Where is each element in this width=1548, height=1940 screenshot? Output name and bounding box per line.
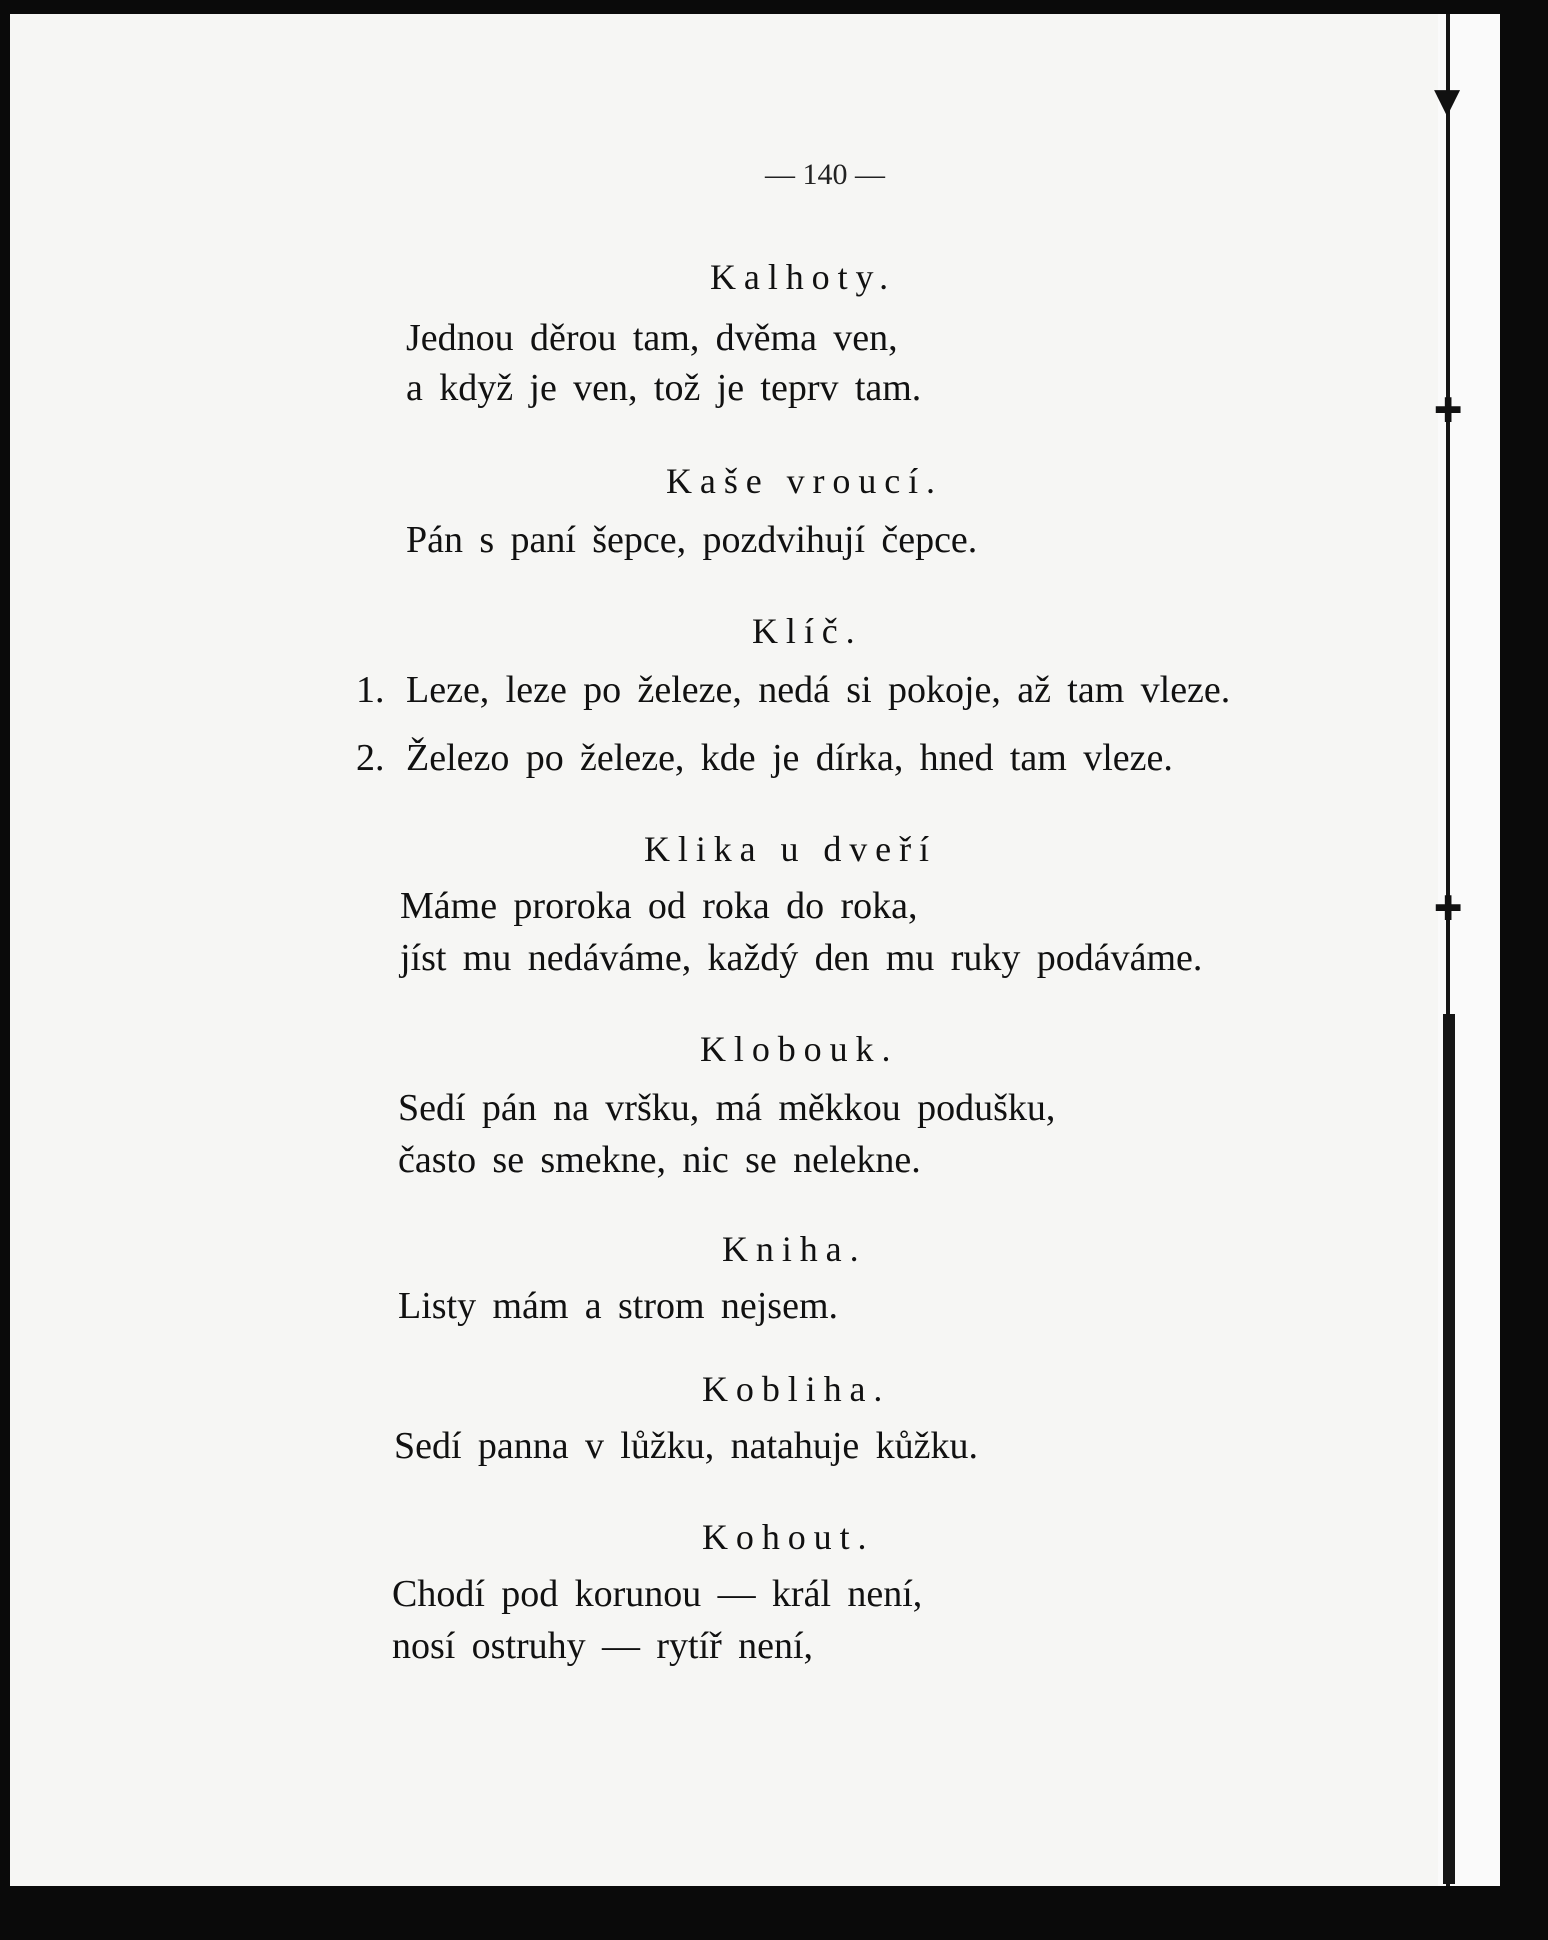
page-bottom-edge: [10, 1886, 1500, 1912]
entry-title-klic: Klíč.: [752, 611, 863, 651]
entry-title-kobliha: Kobliha.: [702, 1369, 891, 1409]
stitch-mark-icon: ▼: [1434, 81, 1461, 121]
entry-title-kalhoty: Kalhoty.: [710, 257, 897, 297]
page-number: — 140 —: [765, 158, 885, 191]
verse-line: Pán s paní šepce, pozdvihují čepce.: [406, 519, 978, 561]
verse-line: Listy mám a strom nejsem.: [398, 1285, 839, 1327]
binding-edge: [1434, 14, 1500, 1912]
line-number: 1.: [356, 669, 385, 711]
entry-title-kniha: Kniha.: [722, 1229, 867, 1269]
verse-line: Sedí panna v lůžku, natahuje kůžku.: [394, 1425, 978, 1467]
verse-line: nosí ostruhy — rytíř není,: [392, 1625, 814, 1667]
line-number: 2.: [356, 737, 385, 779]
entry-title-klobouk: Klobouk.: [700, 1029, 899, 1069]
line-text: Leze, leze po železe, nedá si pokoje, až tam vleze.: [406, 669, 1231, 711]
verse-line: často se smekne, nic se nelekne.: [398, 1139, 921, 1181]
entry-title-kase-vrouci: Kaše vroucí.: [666, 461, 943, 501]
verse-line: Máme proroka od roka do roka,: [400, 885, 918, 927]
verse-line: a když je ven, tož je teprv tam.: [406, 367, 922, 409]
line-text: Železo po železe, kde je dírka, hned tam vleze.: [406, 737, 1173, 779]
verse-line: Sedí pán na vršku, má měkkou podušku,: [398, 1087, 1056, 1129]
stitch-mark-icon: ✚: [1434, 391, 1463, 431]
verse-line: Jednou děrou tam, dvěma ven,: [406, 317, 898, 359]
stitch-mark-icon: ✚: [1434, 889, 1463, 929]
book-page: [10, 14, 1500, 1912]
numbered-verse-line: [356, 736, 1173, 780]
verse-line: Chodí pod korunou — král není,: [392, 1573, 923, 1615]
binding-thread-thick: [1443, 1014, 1455, 1884]
verse-line: jíst mu nedáváme, každý den mu ruky podáváme.: [400, 937, 1203, 979]
entry-title-kohout: Kohout.: [702, 1517, 875, 1557]
entry-title-klika-u-dveri: Klika u dveří: [644, 829, 937, 869]
numbered-verse-line: [356, 668, 1230, 712]
